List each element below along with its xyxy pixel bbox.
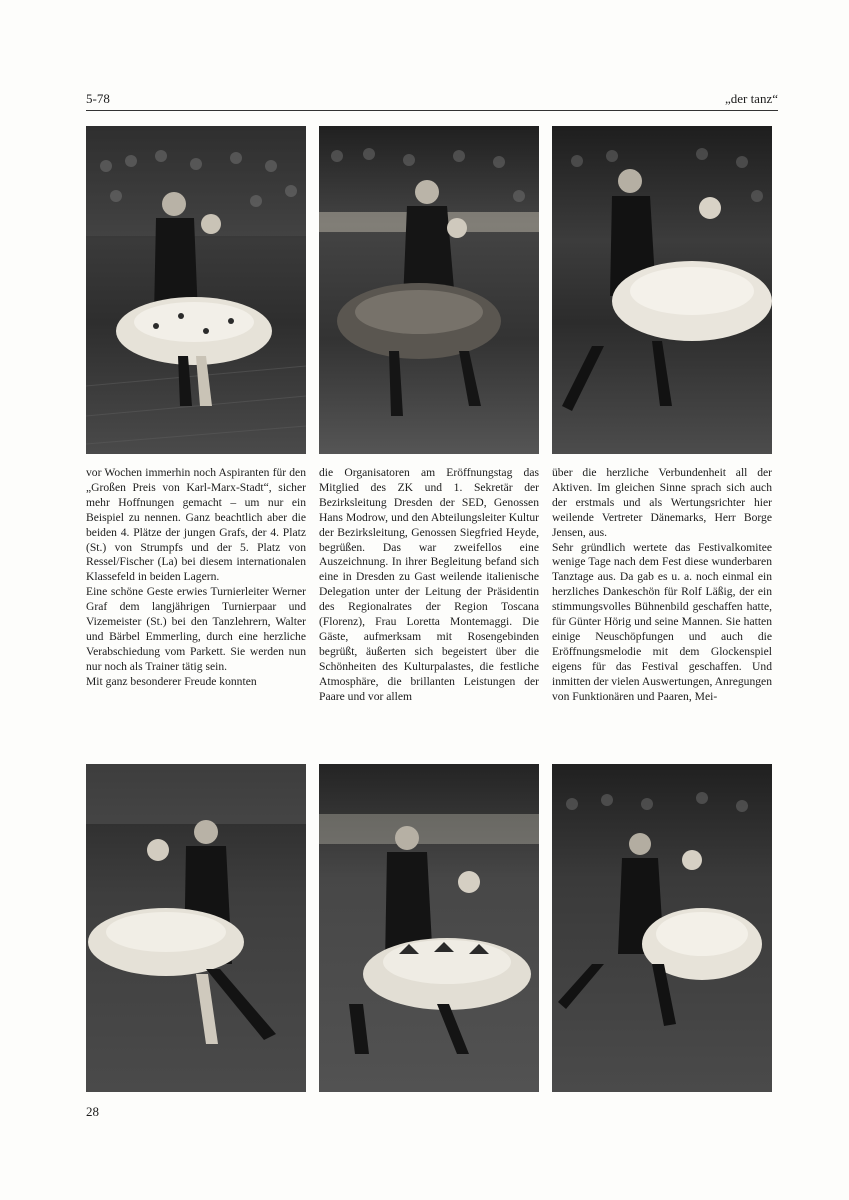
- dance-photo-6: [552, 764, 772, 1092]
- text-column-2: [319, 466, 539, 705]
- column-2-paragraph-1: die Organisatoren am Eröffnungstag das Mitglied des ZK und 1. Sekretär der Bezirksleitung Dresden der SED, Genossen Hans Modrow, und den Abteilungsleiter Kultur der Bezirksleitung, Genossen Siegfried Heyde, begrüßen. Das war zweifellos eine Auszeichnung. In ihrer Begleitung befand sich eine in Dresden zu Gast weilende italienische Delegation unter der Leitung der Präsidentin des Regionalrates der Region Toscana (Florenz), Frau Loretta Montemaggi. Die Gäste, aufmerksam mit Rosengebinden begrüßt, äußerten sich begeistert über die Schönheiten des Kulturpalastes, die festliche Atmosphäre, die brillanten Leistungen der Paare und vor allem: [319, 466, 539, 703]
- dance-photo-4: [86, 764, 306, 1092]
- text-column-1: [86, 466, 306, 690]
- dance-photo-1: [86, 126, 306, 454]
- column-1-paragraph-3: Mit ganz besonderer Freude konnten: [86, 674, 257, 688]
- text-column-3: [552, 466, 772, 705]
- dance-photo-3: [552, 126, 772, 454]
- issue-number: 5-78: [86, 91, 110, 106]
- column-1-paragraph-2: Eine schöne Geste erwies Turnierleiter Werner Graf dem langjährigen Turnierpaar und Vizemeister (St.) bei den Tanzlehrern, Walter und Bärbel Emmerling, durch eine herzliche Verabschiedung vom Parkett. Sie werden nun nur noch als Trainer tätig sein.: [86, 585, 306, 673]
- column-3-paragraph-1: über die herzliche Verbundenheit all der Aktiven. Im gleichen Sinne sprach sich auch der erstmals und als Wertungsrichter hier weilende Vertreter Dänemarks, Herr Borge Jensen, aus.: [552, 466, 772, 539]
- magazine-title: „der tanz“: [724, 91, 778, 106]
- dance-photo-2: [319, 126, 539, 454]
- page-number: 28: [86, 1104, 99, 1119]
- column-3-paragraph-2: Sehr gründlich wertete das Festivalkomitee wenige Tage nach dem Fest diese wunderbaren Tanztage aus. Da gab es u. a. noch einmal ein herzliches Dankeschön für Rolf Läßig, der ein stimmungsvolles Bühnenbild geschaffen hatte, für Günter Hörig und seine Mannen. Sie hatten einige Neuschöpfungen und auch die Eröffnungsmelodie mit dem Glockenspiel eigens für das Festival geschaffen. Und inmitten der vielen Auswertungen, Anregungen von Funktionären und Paaren, Mei-: [552, 540, 772, 703]
- running-header: [86, 88, 778, 111]
- dance-photo-5: [319, 764, 539, 1092]
- column-1-paragraph-1: vor Wochen immerhin noch Aspiranten für den „Großen Preis von Karl-Marx-Stadt“, sicher mehr Hoffnungen gemacht – um nur ein Beispiel zu nennen. Ganz beachtlich aber die beiden 4. Plätze der jungen Grafs, der 4. Platz (St.) von Strumpfs und der 5. Platz von Ressel/Fischer (La) bei diesem internationalen Klassefeld in beiden Lagern.: [86, 466, 306, 584]
